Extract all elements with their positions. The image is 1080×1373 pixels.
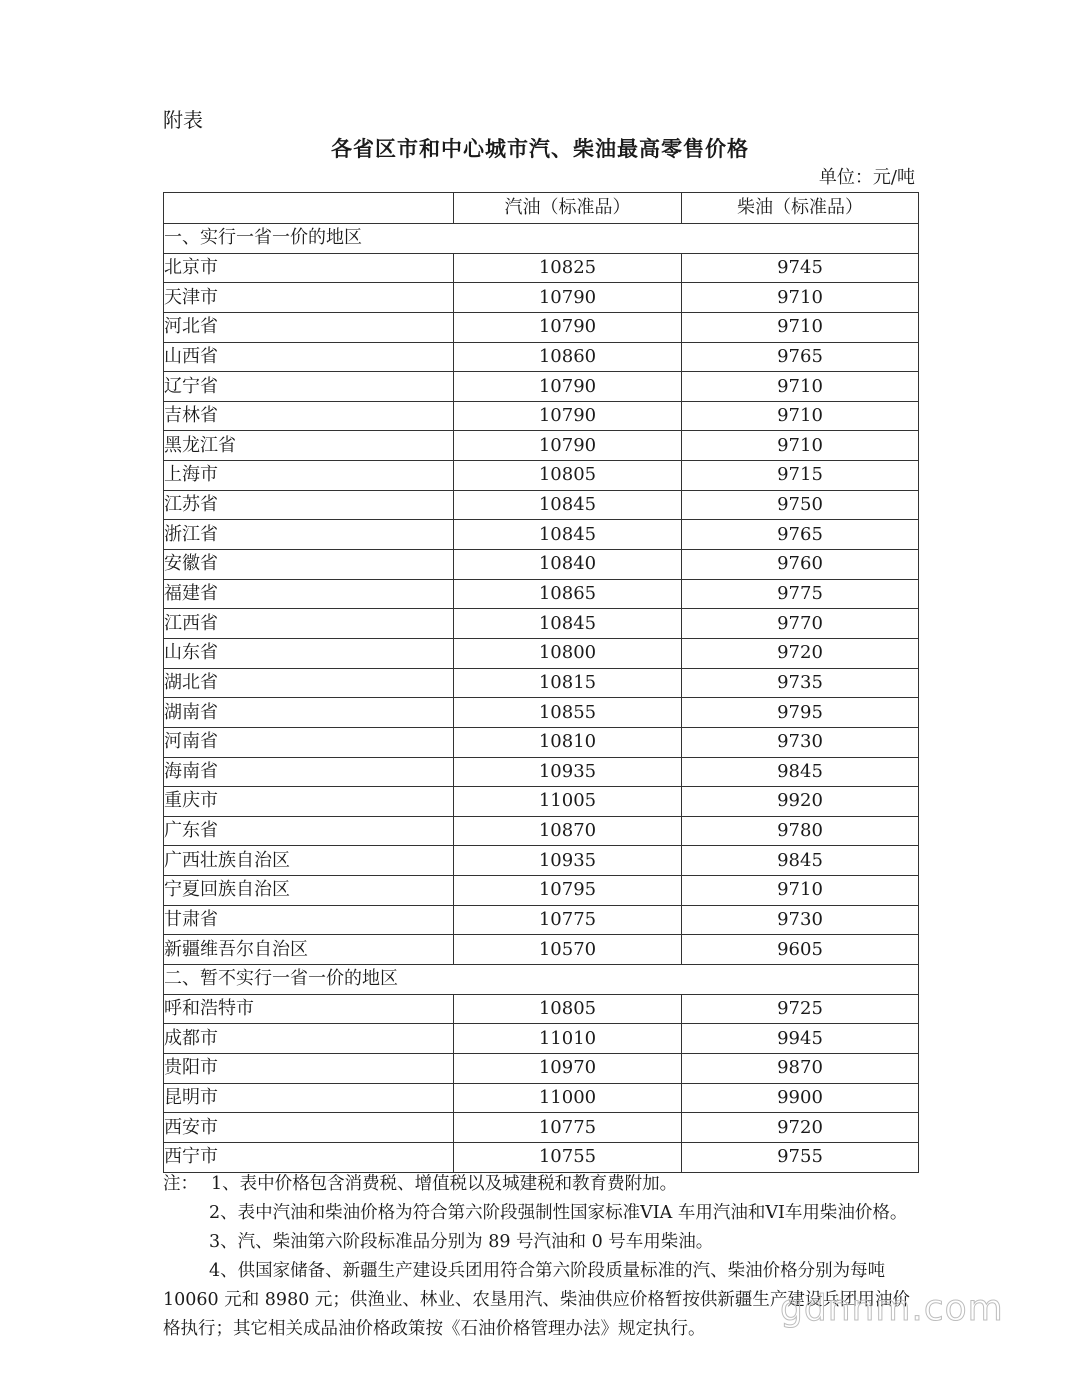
region-cell: 昆明市: [164, 1083, 454, 1113]
section-heading: 二、暂不实行一省一价的地区: [164, 965, 919, 995]
header-region: [164, 193, 454, 224]
table-row: [164, 846, 919, 876]
table-row: [164, 461, 919, 491]
gasoline-price-cell: 10790: [454, 401, 682, 431]
gasoline-price-cell: 10810: [454, 727, 682, 757]
diesel-price-cell: 9710: [682, 401, 919, 431]
table-row: [164, 253, 919, 283]
gasoline-price-cell: 10865: [454, 579, 682, 609]
table-row: [164, 668, 919, 698]
region-cell: 山西省: [164, 342, 454, 372]
gasoline-price-cell: 10790: [454, 431, 682, 461]
table-row: [164, 431, 919, 461]
gasoline-price-cell: 10790: [454, 283, 682, 313]
diesel-price-cell: 9720: [682, 638, 919, 668]
table-row: [164, 787, 919, 817]
region-cell: 广东省: [164, 816, 454, 846]
gasoline-price-cell: 10790: [454, 312, 682, 342]
section-row: [164, 224, 919, 254]
gasoline-price-cell: 10970: [454, 1053, 682, 1083]
region-cell: 江西省: [164, 609, 454, 639]
gasoline-price-cell: 10935: [454, 846, 682, 876]
region-cell: 江苏省: [164, 490, 454, 520]
region-cell: 湖南省: [164, 698, 454, 728]
diesel-price-cell: 9770: [682, 609, 919, 639]
gasoline-price-cell: 10840: [454, 550, 682, 580]
region-cell: 天津市: [164, 283, 454, 313]
table-row: [164, 283, 919, 313]
header-gasoline: 汽油（标准品）: [454, 193, 682, 224]
note-2: 2、表中汽油和柴油价格为符合第六阶段强制性国家标准VIA 车用汽油和VI车用柴油价格。: [209, 1203, 908, 1223]
region-cell: 西安市: [164, 1113, 454, 1143]
table-row: [164, 579, 919, 609]
table-row: [164, 727, 919, 757]
document-title: 各省区市和中心城市汽、柴油最高零售价格: [331, 136, 749, 161]
diesel-price-cell: 9845: [682, 757, 919, 787]
table-row: [164, 312, 919, 342]
region-cell: 黑龙江省: [164, 431, 454, 461]
section-heading: 一、实行一省一价的地区: [164, 224, 919, 254]
region-cell: 宁夏回族自治区: [164, 876, 454, 906]
region-cell: 西宁市: [164, 1142, 454, 1172]
gasoline-price-cell: 10845: [454, 520, 682, 550]
gasoline-price-cell: 10805: [454, 461, 682, 491]
region-cell: 贵阳市: [164, 1053, 454, 1083]
price-table: [163, 192, 919, 1173]
diesel-price-cell: 9710: [682, 312, 919, 342]
diesel-price-cell: 9710: [682, 372, 919, 402]
table-row: [164, 1053, 919, 1083]
diesel-price-cell: 9730: [682, 727, 919, 757]
region-cell: 甘肃省: [164, 905, 454, 935]
gasoline-price-cell: 10790: [454, 372, 682, 402]
table-body: [164, 224, 919, 1173]
table-row: [164, 401, 919, 431]
diesel-price-cell: 9750: [682, 490, 919, 520]
region-cell: 新疆维吾尔自治区: [164, 935, 454, 965]
note-1-text: 1、表中价格包含消费税、增值税以及城建税和教育费附加。: [211, 1174, 678, 1194]
gasoline-price-cell: 10775: [454, 905, 682, 935]
table-row: [164, 1113, 919, 1143]
table-row: [164, 994, 919, 1024]
note-3: 3、汽、柴油第六阶段标准品分别为 89 号汽油和 0 号车用柴油。: [209, 1232, 714, 1252]
table-row: [164, 876, 919, 906]
table-row: [164, 1024, 919, 1054]
region-cell: 广西壮族自治区: [164, 846, 454, 876]
gasoline-price-cell: 11005: [454, 787, 682, 817]
table-row: [164, 905, 919, 935]
region-cell: 成都市: [164, 1024, 454, 1054]
table-row: [164, 698, 919, 728]
table-header-row: [164, 193, 919, 224]
gasoline-price-cell: 10855: [454, 698, 682, 728]
region-cell: 福建省: [164, 579, 454, 609]
header-diesel: 柴油（标准品）: [682, 193, 919, 224]
region-cell: 安徽省: [164, 550, 454, 580]
diesel-price-cell: 9710: [682, 283, 919, 313]
region-cell: 呼和浩特市: [164, 994, 454, 1024]
region-cell: 山东省: [164, 638, 454, 668]
diesel-price-cell: 9945: [682, 1024, 919, 1054]
table-row: [164, 638, 919, 668]
gasoline-price-cell: 10935: [454, 757, 682, 787]
diesel-price-cell: 9710: [682, 431, 919, 461]
region-cell: 辽宁省: [164, 372, 454, 402]
gasoline-price-cell: 11010: [454, 1024, 682, 1054]
watermark: gdnnm.com: [780, 1288, 1004, 1329]
region-cell: 上海市: [164, 461, 454, 491]
gasoline-price-cell: 10800: [454, 638, 682, 668]
region-cell: 海南省: [164, 757, 454, 787]
gasoline-price-cell: 10845: [454, 490, 682, 520]
gasoline-price-cell: 10870: [454, 816, 682, 846]
diesel-price-cell: 9780: [682, 816, 919, 846]
region-cell: 湖北省: [164, 668, 454, 698]
region-cell: 河北省: [164, 312, 454, 342]
diesel-price-cell: 9605: [682, 935, 919, 965]
region-cell: 浙江省: [164, 520, 454, 550]
table-row: [164, 490, 919, 520]
note-4: 4、供国家储备、新疆生产建设兵团用符合第六阶段质量标准的汽、柴油价格分别为每吨 10060 元和 8980 元；供渔业、林业、农垦用汽、柴油供应价格暂按供新疆生产建设兵团用油价格执行；其它相关成品油价格政策按《石油价格管理办法》规定执行。: [163, 1261, 910, 1339]
diesel-price-cell: 9900: [682, 1083, 919, 1113]
diesel-price-cell: 9730: [682, 905, 919, 935]
section-row: [164, 965, 919, 995]
diesel-price-cell: 9715: [682, 461, 919, 491]
diesel-price-cell: 9710: [682, 876, 919, 906]
table-row: [164, 1142, 919, 1172]
notes-lead: 注：: [163, 1174, 198, 1194]
region-cell: 吉林省: [164, 401, 454, 431]
gasoline-price-cell: 10860: [454, 342, 682, 372]
gasoline-price-cell: 11000: [454, 1083, 682, 1113]
region-cell: 北京市: [164, 253, 454, 283]
diesel-price-cell: 9765: [682, 342, 919, 372]
unit-label: 单位：元/吨: [818, 167, 915, 188]
diesel-price-cell: 9735: [682, 668, 919, 698]
table-row: [164, 757, 919, 787]
table-row: [164, 372, 919, 402]
diesel-price-cell: 9765: [682, 520, 919, 550]
gasoline-price-cell: 10570: [454, 935, 682, 965]
gasoline-price-cell: 10755: [454, 1142, 682, 1172]
table-row: [164, 550, 919, 580]
table-row: [164, 1083, 919, 1113]
gasoline-price-cell: 10815: [454, 668, 682, 698]
gasoline-price-cell: 10825: [454, 253, 682, 283]
gasoline-price-cell: 10795: [454, 876, 682, 906]
region-cell: 重庆市: [164, 787, 454, 817]
appendix-label: 附表: [163, 108, 203, 132]
table-row: [164, 816, 919, 846]
table-row: [164, 609, 919, 639]
diesel-price-cell: 9720: [682, 1113, 919, 1143]
diesel-price-cell: 9870: [682, 1053, 919, 1083]
gasoline-price-cell: 10775: [454, 1113, 682, 1143]
gasoline-price-cell: 10845: [454, 609, 682, 639]
region-cell: 河南省: [164, 727, 454, 757]
table-row: [164, 935, 919, 965]
diesel-price-cell: 9775: [682, 579, 919, 609]
diesel-price-cell: 9760: [682, 550, 919, 580]
diesel-price-cell: 9845: [682, 846, 919, 876]
diesel-price-cell: 9920: [682, 787, 919, 817]
diesel-price-cell: 9725: [682, 994, 919, 1024]
diesel-price-cell: 9745: [682, 253, 919, 283]
diesel-price-cell: 9755: [682, 1142, 919, 1172]
diesel-price-cell: 9795: [682, 698, 919, 728]
note-1: [163, 1170, 920, 1199]
gasoline-price-cell: 10805: [454, 994, 682, 1024]
table-row: [164, 520, 919, 550]
table-row: [164, 342, 919, 372]
